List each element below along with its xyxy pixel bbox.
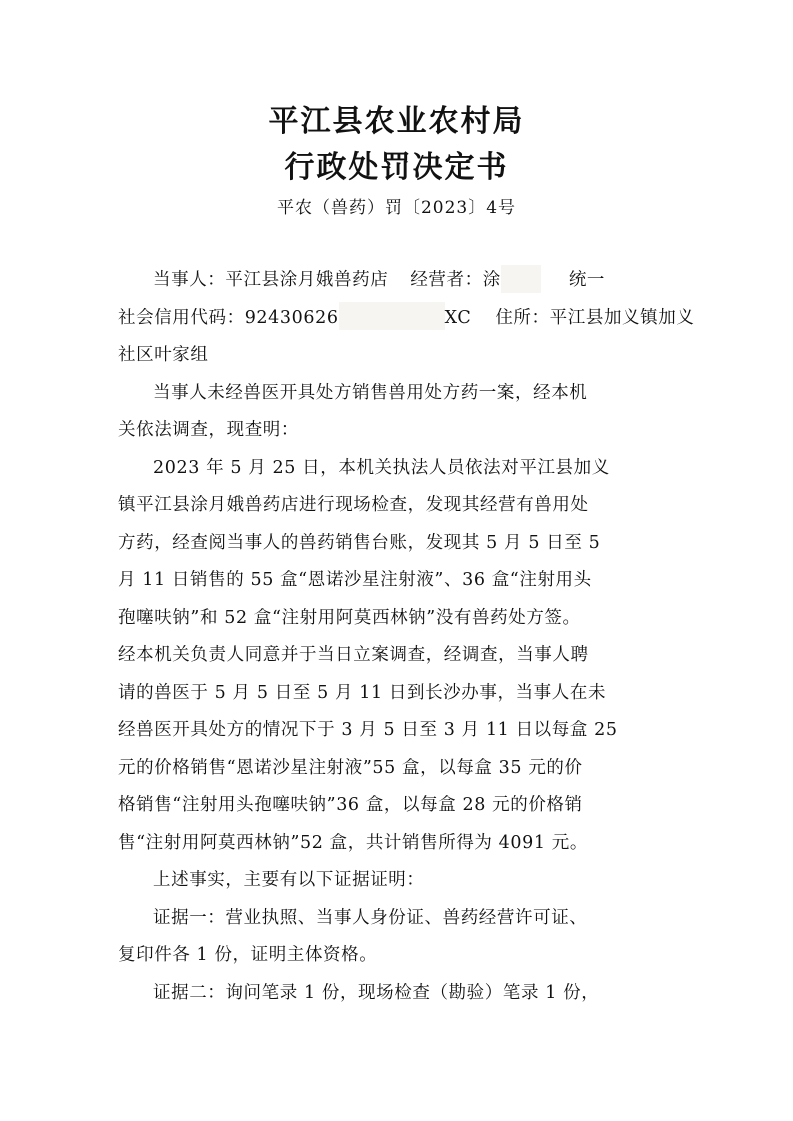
document-type-title: 行政处罚决定书	[284, 150, 509, 185]
party-name: 平江县涂月娥兽药店	[225, 270, 389, 290]
party-line-1: 当事人：平江县涂月娥兽药店 经营者：涂 统一	[118, 262, 693, 300]
body-line: 售“注射用阿莫西林钠”52 盒，共计销售所得为 4091 元。	[118, 832, 588, 853]
address: 平江县加义镇加义	[549, 307, 695, 328]
party-line-2: 社会信用代码：92430626 XC 住所：平江县加义镇加义	[118, 300, 693, 338]
body-line: 请的兽医于 5 月 5 日至 5 月 11 日到长沙办事，当事人在未	[118, 682, 607, 703]
document-number: 平农（兽药）罚〔2023〕4号	[276, 198, 517, 218]
body-line: 格销售“注射用头孢噻呋钠”36 盒，以每盒 28 元的价格销	[118, 795, 583, 815]
agency-title: 平江县农业农村局	[268, 104, 525, 139]
body-line: 关依法调查，现查明：	[118, 420, 299, 440]
credit-code-suffix: XC	[444, 307, 472, 328]
body-line: 经本机关负责人同意并于当日立案调查，经调查，当事人聘	[118, 645, 589, 665]
body-line: 元的价格销售“恩诺沙星注射液”55 盒，以每盒 35 元的价	[118, 757, 583, 778]
body-line: 经兽医开具处方的情况下于 3 月 5 日至 3 月 11 日以每盒 25	[118, 720, 618, 740]
body-line: 方药，经查阅当事人的兽药销售台账，发现其 5 月 5 日至 5	[118, 532, 601, 553]
document-body	[118, 262, 693, 1012]
operator-name: 涂	[482, 270, 501, 290]
body-line: 孢噻呋钠”和 52 盒“注射用阿莫西林钠”没有兽药处方签。	[118, 607, 581, 628]
redaction-box	[501, 265, 541, 293]
body-line: 证据一：营业执照、当事人身份证、兽药经营许可证、	[153, 907, 588, 928]
body-line: 证据二：询问笔录 1 份，现场检查（勘验）笔录 1 份，	[153, 982, 600, 1003]
credit-code-prefix: 92430626	[244, 307, 339, 328]
body-line: 上述事实，主要有以下证据证明：	[153, 870, 425, 890]
body-line: 复印件各 1 份，证明主体资格。	[118, 945, 378, 965]
party-line-3: 社区叶家组	[118, 345, 209, 365]
body-line: 镇平江县涂月娥兽药店进行现场检查，发现其经营有兽用处	[118, 495, 589, 515]
body-line: 2023 年 5 月 25 日，本机关执法人员依法对平江县加义	[153, 457, 610, 478]
redaction-box	[339, 302, 445, 330]
body-line: 月 11 日销售的 55 盒“恩诺沙星注射液”、36 盒“注射用头	[118, 570, 592, 590]
body-line: 当事人未经兽医开具处方销售兽用处方药一案，经本机	[153, 382, 588, 403]
